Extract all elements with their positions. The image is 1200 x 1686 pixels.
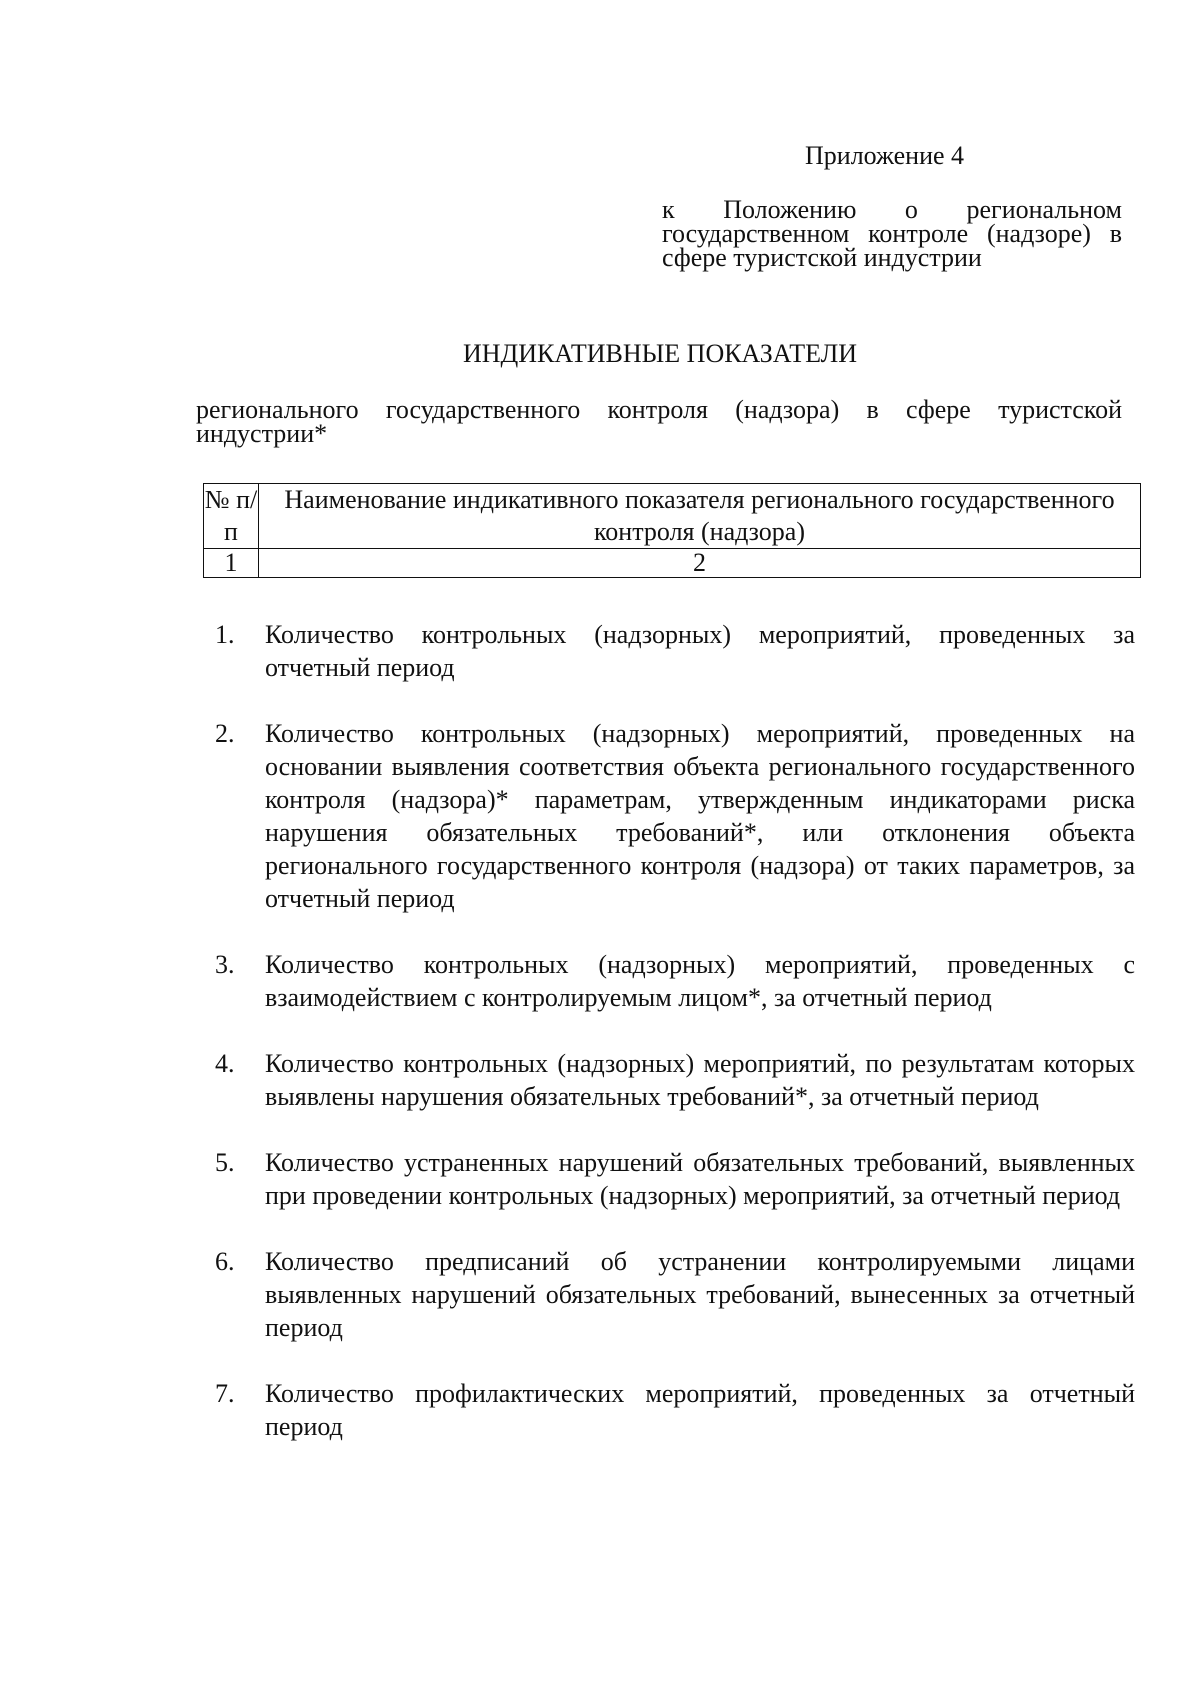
list-item: [215, 1146, 1135, 1212]
item-text: Количество профилактических мероприятий, проведенных за отчетный период: [265, 1379, 1135, 1441]
item-text: Количество предписаний об устранении контролируемыми лицами выявленных нарушений обязательных требований, вынесенных за отчетный период: [265, 1247, 1135, 1342]
list-item: [215, 1377, 1135, 1443]
document-subtitle: регионального государственного контроля (надзора) в сфере туристской индустрии*: [196, 395, 1122, 448]
table-header-row: [204, 484, 1141, 549]
item-text: Количество контрольных (надзорных) мероприятий, проведенных с взаимодействием с контролируемым лицом*, за отчетный период: [265, 950, 1135, 1012]
list-item: [215, 1047, 1135, 1113]
item-text: Количество контрольных (надзорных) мероприятий, проведенных на основании выявления соответствия объекта регионального государственного контроля (надзора)* параметрам, утвержденным индикаторами риска нарушения обязательных требований*, или отклонения объекта регионального государственного контроля (надзора) от таких параметров, за отчетный период: [265, 719, 1135, 913]
appendix-label: Приложение 4: [805, 141, 965, 170]
header-cell-number: № п/п: [204, 484, 259, 549]
index-cell-number: 1: [204, 549, 259, 578]
indicator-header-table: [203, 483, 1141, 578]
list-item: [215, 1245, 1135, 1344]
list-item: [215, 948, 1135, 1014]
index-cell-name: 2: [259, 549, 1141, 578]
item-number: 6.: [215, 1247, 235, 1276]
item-number: 7.: [215, 1379, 235, 1408]
item-text: Количество контрольных (надзорных) мероприятий, проведенных за отчетный период: [265, 620, 1135, 682]
list-item: [215, 618, 1135, 684]
item-number: 3.: [215, 950, 235, 979]
item-text: Количество контрольных (надзорных) мероприятий, по результатам которых выявлены нарушения обязательных требований*, за отчетный период: [265, 1049, 1135, 1111]
item-number: 4.: [215, 1049, 235, 1078]
document-title: ИНДИКАТИВНЫЕ ПОКАЗАТЕЛИ: [462, 339, 858, 368]
indicator-list: [215, 618, 1135, 1476]
appendix-reference: к Положению о региональном государственном контроле (надзоре) в сфере туристской индустрии: [662, 195, 1122, 272]
item-number: 5.: [215, 1148, 235, 1177]
item-number: 1.: [215, 620, 235, 649]
list-item: [215, 717, 1135, 915]
table-index-row: [204, 549, 1141, 578]
item-text: Количество устраненных нарушений обязательных требований, выявленных при проведении контрольных (надзорных) мероприятий, за отчетный период: [265, 1148, 1135, 1210]
header-cell-name: Наименование индикативного показателя регионального государственного контроля (надзора): [259, 484, 1141, 549]
item-number: 2.: [215, 719, 235, 748]
